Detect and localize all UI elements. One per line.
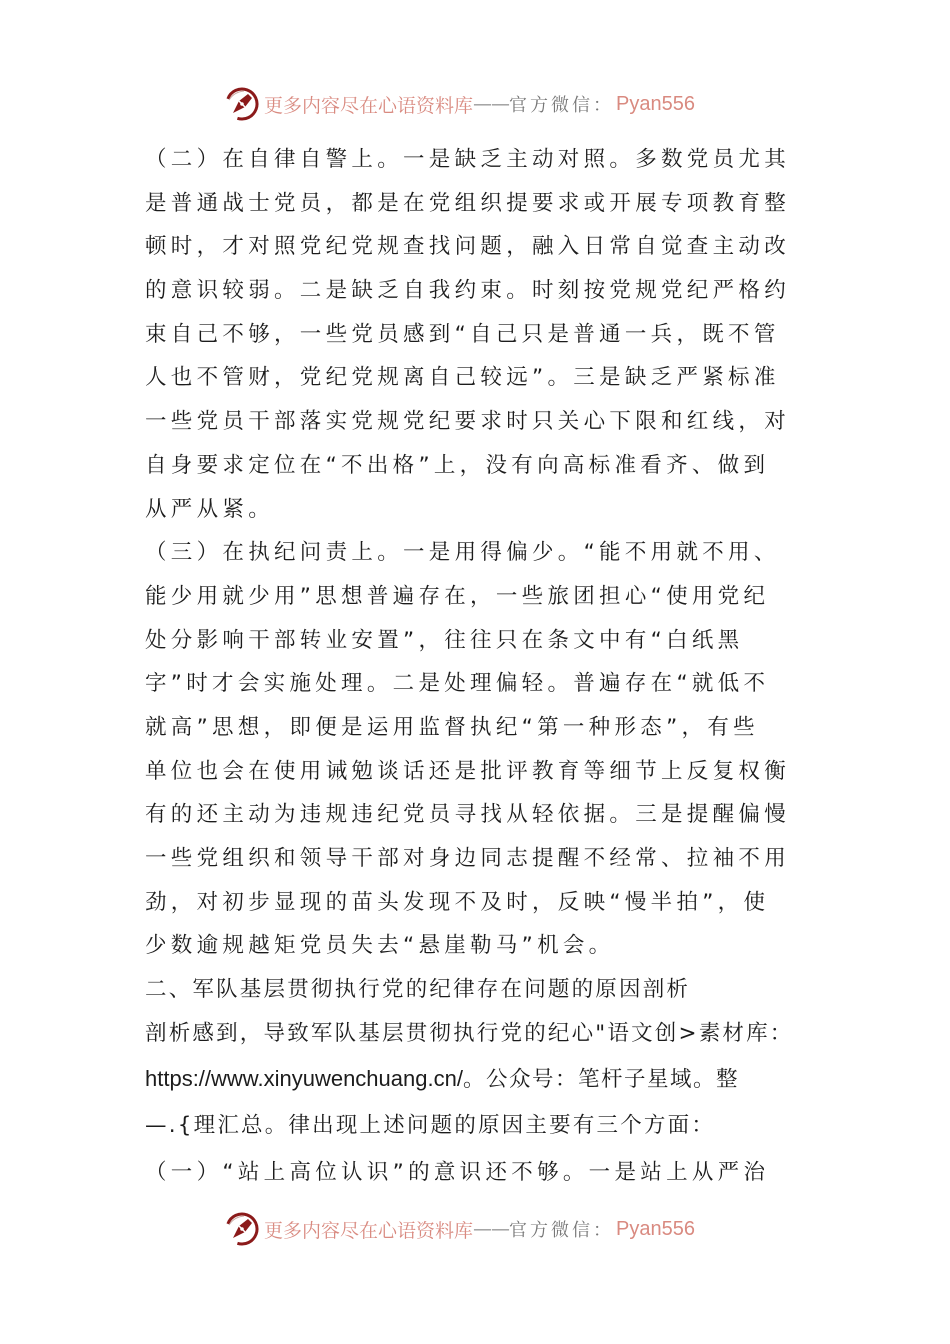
document-body [145,138,815,1196]
watermark-dash: —— [473,93,510,115]
text-line: —.{理汇总。律出现上述问题的原因主要有三个方面： [145,1113,716,1139]
text-line: 一些党组织和领导干部对身边同志提醒不经常、拉袖不用 [145,846,791,871]
text-line: 自身要求定位在“不出格”上，没有向高标准看齐、做到 [145,452,770,478]
text-line: 少数逾规越矩党员失去“悬崖勒马”机会。 [145,933,615,959]
text-line: 顿时，才对照党纪党规查找问题，融入日常自觉查主动改 [145,234,791,260]
text-line: 剖析感到，导致军队基层贯彻执行党的纪心"语文创>素材库： [145,1020,794,1046]
text-line: 劲，对初步显现的苗头发现不及时，反映“慢半拍”，使 [145,889,770,915]
text-line: 的意识较弱。二是缺乏自我约束。时刻按党规党纪严格约 [145,278,791,304]
watermark-footer [224,1207,695,1251]
watermark-header [224,82,695,126]
section-heading-1: （一）“站上高位认识”的意识还不够。一是站上从严治 [145,1160,770,1186]
text-line: 能少用就少用”思想普遍存在，一些旅团担心“使用党纪 [145,583,770,609]
chapter-heading-2: 二、军队基层贯彻执行党的纪律存在问题的原因剖析 [145,977,691,1003]
watermark-brand-text: 更多内容尽在心语资料库 [264,1219,474,1242]
text-line: 束自己不够，一些党员感到“自己只是普通一兵，既不管 [145,321,780,347]
text-line: 有的还主动为违规违纪党员寻找从轻依据。三是提醒偏慢 [145,802,791,828]
text-line: 字”时才会实施处理。二是处理偏轻。普遍存在“就低不 [145,671,770,697]
text-line: 单位也会在使用诫勉谈话还是批评教育等细节上反复权衡 [145,758,791,784]
watermark-wechat-id: Pyan556 [616,1217,695,1240]
watermark-wechat-id: Pyan556 [616,92,695,115]
text-line: 人也不管财，党纪党规离自己较远”。三是缺乏严紧标准 [145,365,780,391]
text-line: 处分影响干部转业安置”，往往只在条文中有“白纸黑 [145,627,744,653]
watermark-brand-text: 更多内容尽在心语资料库 [264,94,474,117]
watermark-dash: —— [473,1218,510,1240]
url-line [145,1055,815,1102]
url-line-rest: 。公众号：笔杆子星域。整 [462,1067,739,1093]
pen-nib-logo-icon [224,86,260,122]
text-line: 从严从紧。 [145,496,275,522]
watermark-wechat-label: 官方微信： [509,1220,615,1241]
section-heading-3: （三）在执纪问责上。一是用得偏少。“能不用就不用、 [145,540,780,566]
website-link[interactable]: https://www.xinyuwenchuang.cn/ [145,1066,463,1092]
text-line: （二）在自律自警上。一是缺乏主动对照。多数党员尤其 [145,147,791,172]
watermark-wechat-label: 官方微信： [509,95,615,116]
pen-nib-logo-icon [224,1211,260,1247]
text-line: 就高”思想，即便是运用监督执纪“第一种形态”，有些 [145,714,759,740]
text-line: 一些党员干部落实党规党纪要求时只关心下限和红线，对 [145,409,791,435]
text-line: 是普通战士党员，都是在党组织提要求或开展专项教育整 [145,190,791,216]
